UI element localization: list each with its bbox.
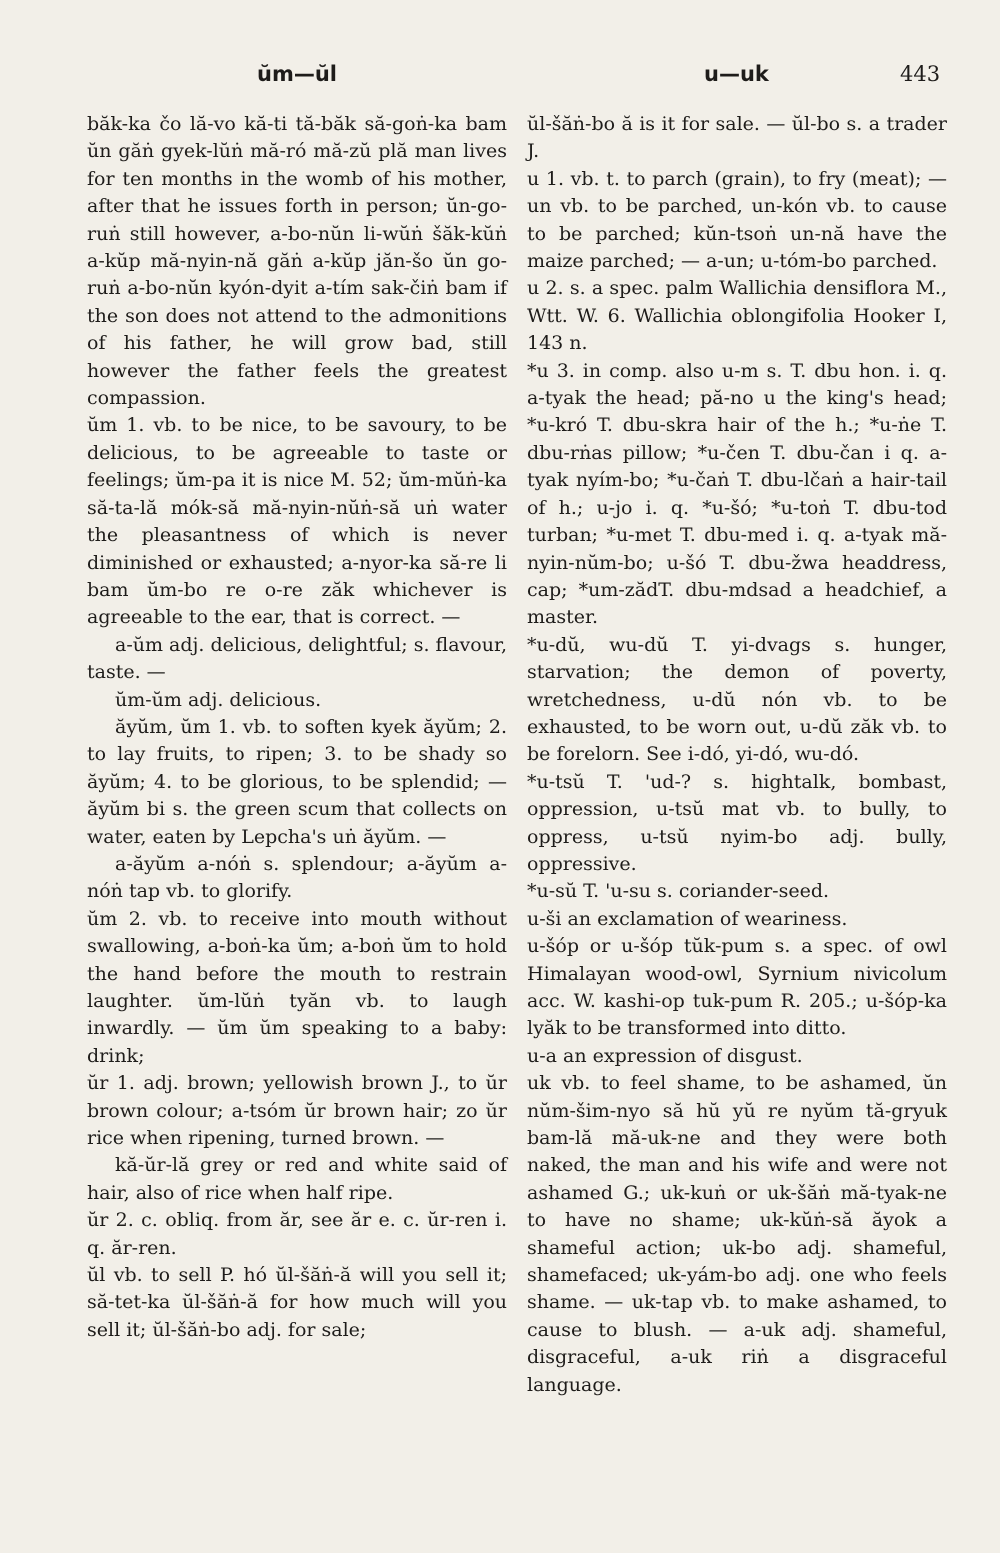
- dictionary-entry: ŭm 2. vb. to receive into mouth without swallowing, a-boṅ-ka ŭm; a-boṅ ŭm to hold the hand before the mouth to restrain laughter. ŭm-lŭṅ tyăn vb. to laugh inwardly. — ŭm ŭm speaking to a baby: drink;: [87, 907, 507, 1067]
- dictionary-entry: uk vb. to feel shame, to be ashamed, ŭn nŭm-šim-nyo să hŭ yŭ re nyŭm tă-gryuk bam-lă mă-uk-ne and they were both naked, the man and his wife and were not ashamed G.; uk-kuṅ or uk-šăṅ mă-tyak-ne to have no shame; uk-kŭṅ-să ăyok a shameful action; uk-bo adj. shameful, shamefaced; uk-yám-bo adj. one who feels shame. — uk-tap vb. to make ashamed, to cause to blush. — a-uk adj. shameful, disgraceful, a-uk riṅ a disgraceful language.: [527, 1072, 947, 1396]
- left-running-head: ŭm—ŭl: [257, 62, 337, 86]
- dictionary-entry: u-šóp or u-šóp tŭk-pum s. a spec. of owl Himalayan wood-owl, Syrnium nivicolum acc. W. kashi-op tuk-pum R. 205.; u-šóp-ka lyăk to be transformed into ditto.: [527, 935, 947, 1040]
- dictionary-entry: ŭl-šăṅ-bo ă is it for sale. — ŭl-bo s. a trader J.: [527, 113, 947, 163]
- dictionary-entry: u 1. vb. t. to parch (grain), to fry (meat); — un vb. to be parched, un-kón vb. to cause to be parched; kŭn-tsoṅ un-nă have the maize parched; — a-un; u-tóm-bo parched.: [527, 167, 947, 273]
- dictionary-subentry: ŭm-ŭm adj. delicious.: [115, 688, 322, 711]
- dictionary-entry: *u 3. in comp. also u-m s. T. dbu hon. i. q. a-tyak the head; pă-no u the king's head; *u-kró T. dbu-skra hair of the h.; *u-ṅe T. dbu-rṅas pillow; *u-čen T. dbu-čan i q. a-tyak nyím-bo; *u-čaṅ T. dbu-lčaṅ a hair-tail of h.; u-jo i. q. *u-šó; *u-toṅ T. dbu-tod turban; *u-met T. dbu-med i. q. a-tyak mă-nyin-nŭm-bo; u-šó T. dbu-žwa headdress, cap; *um-zădT. dbu-mdsad a headchief, a master.: [527, 359, 947, 629]
- dictionary-entry: băk-ka čo lă-vo kă-ti tă-băk să-goṅ-ka bam ŭn găṅ gyek-lŭṅ mă-ró mă-zŭ plă man lives for ten months in the womb of his mother, after that he issues forth in person; ŭn-go-ruṅ still however, a-bo-nŭn li-wŭṅ šăk-kŭṅ a-kŭp mă-nyin-nă găṅ a-kŭp jăn-šo ŭn go-ruṅ a-bo-nŭn kyón-dyit a-tím sak-čiṅ bam if the son does not attend to the admonitions of his father, he will grow bad, still however the father feels the greatest compassion.: [87, 113, 507, 410]
- dictionary-entry: ŭr 2. c. obliq. from ăr, see ăr e. c. ŭr-ren i. q. ăr-ren.: [87, 1209, 507, 1259]
- left-column: [87, 111, 507, 1344]
- dictionary-entry: u-ši an exclamation of weariness.: [527, 907, 848, 930]
- dictionary-subentry: ăyŭm, ŭm 1. vb. to soften kyek ăyŭm; 2. to lay fruits, to ripen; 3. to be shady so ăyŭm; 4. to be glorious, to be splendid; — ăyŭm bi s. the green scum that collects on water, eaten by Lepcha's uṅ ăyŭm. —: [87, 715, 507, 848]
- dictionary-entry: *u-dŭ, wu-dŭ T. yi-dvags s. hunger, starvation; the demon of poverty, wretchedness, u-dŭ nón vb. to be exhausted, to be worn out, u-dŭ zăk vb. to be forelorn. See i-dó, yi-dó, wu-dó.: [527, 633, 947, 766]
- dictionary-entry: ŭr 1. adj. brown; yellowish brown J., to ŭr brown colour; a-tsóm ŭr brown hair; zo ŭr rice when ripening, turned brown. —: [87, 1072, 507, 1150]
- dictionary-entry: u-a an expression of disgust.: [527, 1044, 803, 1067]
- page-header: [0, 62, 1000, 92]
- dictionary-entry: *u-tsŭ T. 'ud-? s. hightalk, bombast, oppression, u-tsŭ mat vb. to bully, to oppress, u-tsŭ nyim-bo adj. bully, oppressive.: [527, 770, 947, 875]
- dictionary-subentry: kă-ŭr-lă grey or red and white said of hair, also of rice when half ripe.: [87, 1154, 507, 1204]
- dictionary-entry: ŭl vb. to sell P. hó ŭl-šăṅ-ă will you sell it; să-tet-ka ŭl-šăṅ-ă for how much will you sell it; ŭl-šăṅ-bo adj. for sale;: [87, 1264, 507, 1341]
- right-running-head: u—uk: [704, 62, 769, 86]
- dictionary-entry: u 2. s. a spec. palm Wallichia densiflora M., Wtt. W. 6. Wallichia oblongifolia Hooker I, 143 n.: [527, 277, 947, 355]
- dictionary-subentry: a-ăyŭm a-nóṅ s. splendour; a-ăyŭm a-nóṅ tap vb. to glorify.: [87, 852, 507, 903]
- page-number: 443: [900, 62, 941, 86]
- dictionary-subentry: a-ŭm adj. delicious, delightful; s. flavour, taste. —: [87, 633, 507, 684]
- dictionary-entry: ŭm 1. vb. to be nice, to be savoury, to be delicious, to be agreeable to taste or feelings; ŭm-pa it is nice M. 52; ŭm-mŭṅ-ka să-ta-lă mók-să mă-nyin-nŭṅ-să uṅ water the pleasantness of which is never diminished or exhausted; a-nyor-ka să-re li bam ŭm-bo re o-re zăk whichever is agreeable to the ear, that is correct. —: [87, 414, 507, 629]
- right-column: [527, 111, 947, 1399]
- dictionary-entry: *u-sŭ T. 'u-su s. coriander-seed.: [527, 880, 830, 903]
